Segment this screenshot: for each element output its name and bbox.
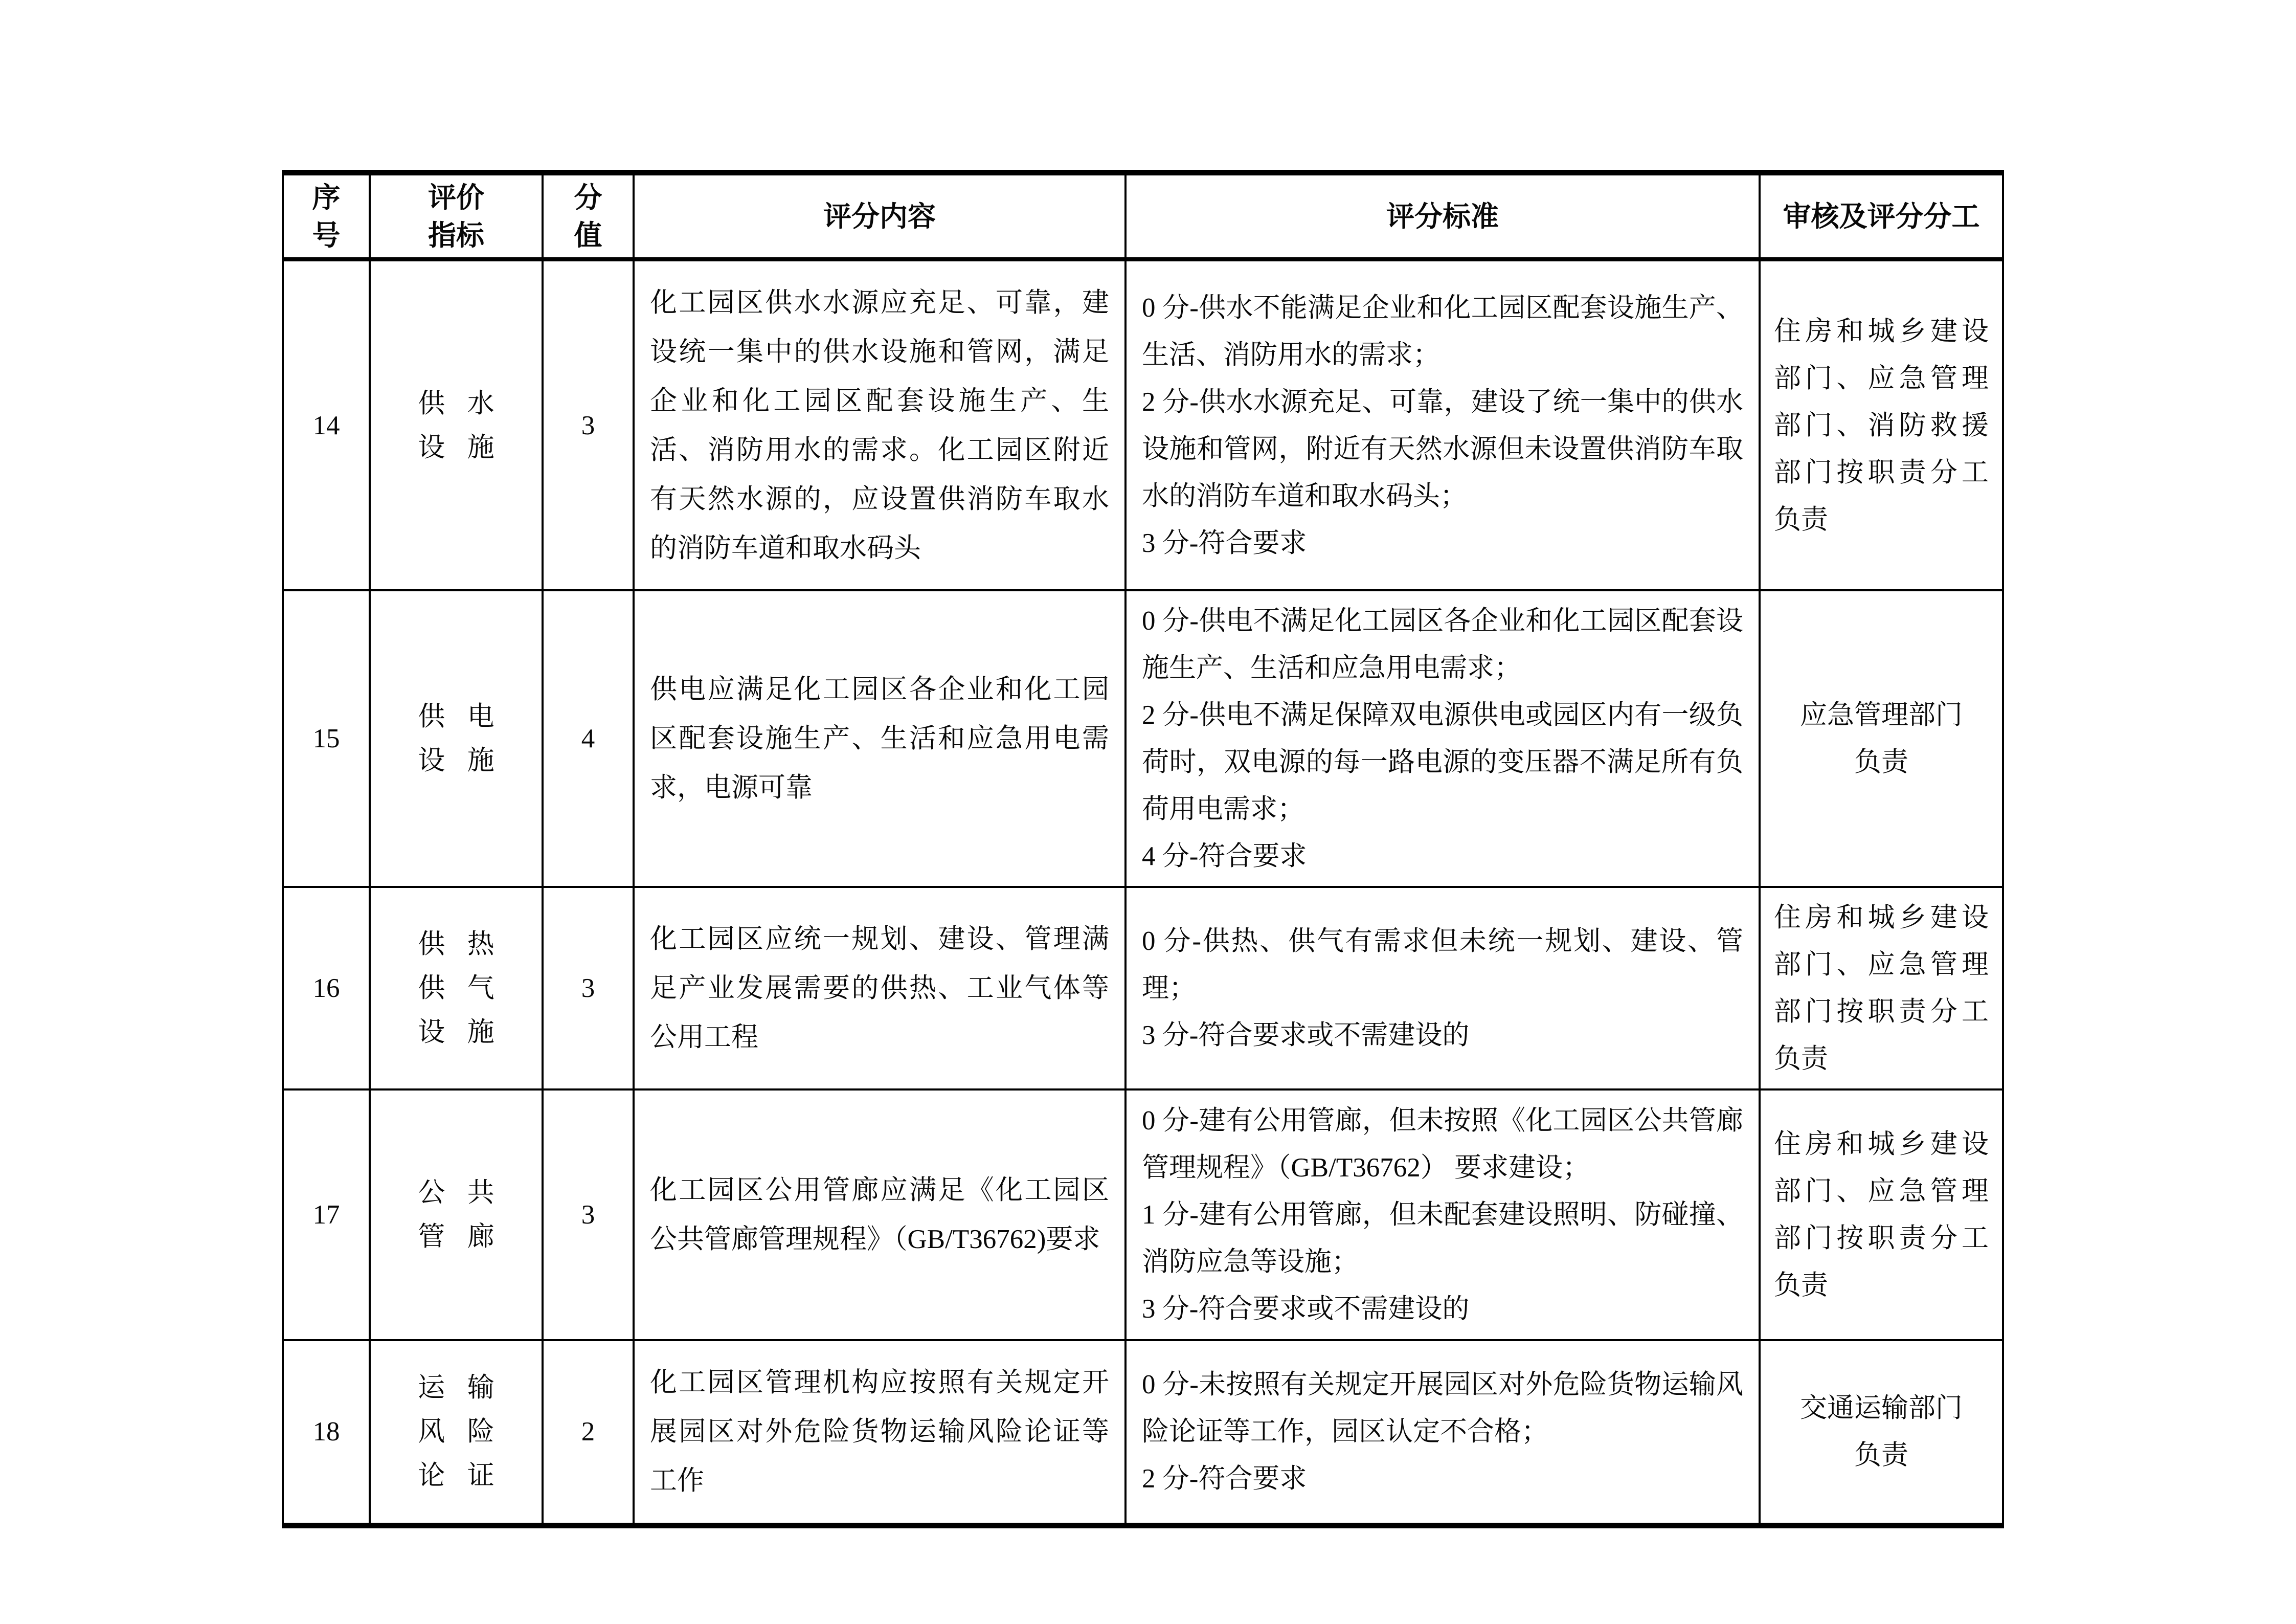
row-14-content: 化工园区供水水源应充足、可靠，建设统一集中的供水设施和管网，满足企业和化工园区配套设施生产、生活、消防用水的需求。化工园区附近有天然水源的，应设置供消防车取水的消防车道和取水码头 bbox=[634, 259, 1126, 590]
row-14-criteria bbox=[1126, 259, 1760, 590]
header-label: 审核及评分分工 bbox=[1783, 201, 1980, 232]
row-18-score: 2 bbox=[543, 1340, 634, 1525]
row-15-indicator: 供电 设施 bbox=[370, 590, 543, 887]
header-cell-criteria bbox=[1126, 173, 1760, 260]
table-row bbox=[283, 1340, 2003, 1525]
criteria-item: 2 分-符合要求 bbox=[1142, 1464, 1307, 1494]
criteria-item: 0 分-供热、供气有需求但未统一规划、建设、管理； bbox=[1142, 926, 1743, 1003]
row-17-score: 3 bbox=[543, 1089, 634, 1340]
row-17-division: 住房和城乡建设部门、应急管理部门按职责分工负责 bbox=[1760, 1089, 2003, 1340]
criteria-item: 0 分-建有公用管廊，但未按照《化工园区公共管廊管理规程》（GB/T36762） 要求建设； bbox=[1142, 1106, 1743, 1183]
criteria-item: 3 分-符合要求或不需建设的 bbox=[1142, 1294, 1470, 1324]
criteria-item: 2 分-供水水源充足、可靠，建设了统一集中的供水设施和管网，附近有天然水源但未设置供消防车取水的消防车道和取水码头； bbox=[1142, 387, 1743, 511]
header-label: 指标 bbox=[427, 219, 484, 251]
header-cell-division bbox=[1760, 173, 2003, 260]
criteria-item: 1 分-建有公用管廊，但未配套建设照明、防碰撞、消防应急等设施； bbox=[1142, 1200, 1743, 1277]
row-15-content: 供电应满足化工园区各企业和化工园区配套设施生产、生活和应急用电需求，电源可靠 bbox=[634, 590, 1126, 887]
row-14-score: 3 bbox=[543, 259, 634, 590]
row-17-serial: 17 bbox=[283, 1089, 370, 1340]
table-row bbox=[283, 887, 2003, 1089]
row-15-score: 4 bbox=[543, 590, 634, 887]
row-16-indicator: 供热 供气 设施 bbox=[370, 887, 543, 1089]
row-15-division: 应急管理部门 负责 bbox=[1760, 590, 2003, 887]
criteria-item: 0 分-供电不满足化工园区各企业和化工园区配套设施生产、生活和应急用电需求； bbox=[1142, 606, 1743, 683]
row-16-content: 化工园区应统一规划、建设、管理满足产业发展需要的供热、工业气体等公用工程 bbox=[634, 887, 1126, 1089]
row-15-criteria bbox=[1126, 590, 1760, 887]
criteria-item: 3 分-符合要求 bbox=[1142, 528, 1307, 558]
row-17-indicator: 公共 管廊 bbox=[370, 1089, 543, 1340]
header-cell-score bbox=[543, 173, 634, 260]
table-row bbox=[283, 590, 2003, 887]
row-16-criteria bbox=[1126, 887, 1760, 1089]
row-18-indicator: 运输 风险 论证 bbox=[370, 1340, 543, 1525]
row-15-serial: 15 bbox=[283, 590, 370, 887]
row-14-serial: 14 bbox=[283, 259, 370, 590]
row-14-division: 住房和城乡建设部门、应急管理部门、消防救援部门按职责分工负责 bbox=[1760, 259, 2003, 590]
row-18-serial: 18 bbox=[283, 1340, 370, 1525]
criteria-item: 0 分-供水不能满足企业和化工园区配套设施生产、生活、消防用水的需求； bbox=[1142, 293, 1743, 370]
row-18-division: 交通运输部门 负责 bbox=[1760, 1340, 2003, 1525]
table-row bbox=[283, 259, 2003, 590]
row-16-serial: 16 bbox=[283, 887, 370, 1089]
header-label: 值 bbox=[574, 219, 602, 251]
header-label: 序 bbox=[312, 182, 341, 213]
row-17-content: 化工园区公用管廊应满足《化工园区公共管廊管理规程》（GB/T36762)要求 bbox=[634, 1089, 1126, 1340]
evaluation-table bbox=[282, 170, 2004, 1528]
criteria-item: 2 分-供电不满足保障双电源供电或园区内有一级负荷时，双电源的每一路电源的变压器不满足所有负荷用电需求； bbox=[1142, 700, 1743, 824]
header-cell-indicator bbox=[370, 173, 543, 260]
header-label: 评价 bbox=[427, 182, 484, 213]
header-label: 评分标准 bbox=[1386, 201, 1499, 232]
header-cell-content bbox=[634, 173, 1126, 260]
criteria-item: 4 分-符合要求 bbox=[1142, 841, 1307, 871]
table-row bbox=[283, 1089, 2003, 1340]
criteria-item: 0 分-未按照有关规定开展园区对外危险货物运输风险论证等工作，园区认定不合格； bbox=[1142, 1370, 1743, 1447]
row-16-score: 3 bbox=[543, 887, 634, 1089]
row-18-content: 化工园区管理机构应按照有关规定开展园区对外危险货物运输风险论证等工作 bbox=[634, 1340, 1126, 1525]
header-row bbox=[283, 173, 2003, 260]
row-16-division: 住房和城乡建设部门、应急管理部门按职责分工负责 bbox=[1760, 887, 2003, 1089]
row-18-criteria bbox=[1126, 1340, 1760, 1525]
header-label: 评分内容 bbox=[823, 201, 936, 232]
header-cell-serial bbox=[283, 173, 370, 260]
row-17-criteria bbox=[1126, 1089, 1760, 1340]
criteria-item: 3 分-符合要求或不需建设的 bbox=[1142, 1020, 1470, 1050]
header-label: 分 bbox=[574, 182, 602, 213]
header-label: 号 bbox=[312, 219, 341, 251]
row-14-indicator: 供水 设施 bbox=[370, 259, 543, 590]
